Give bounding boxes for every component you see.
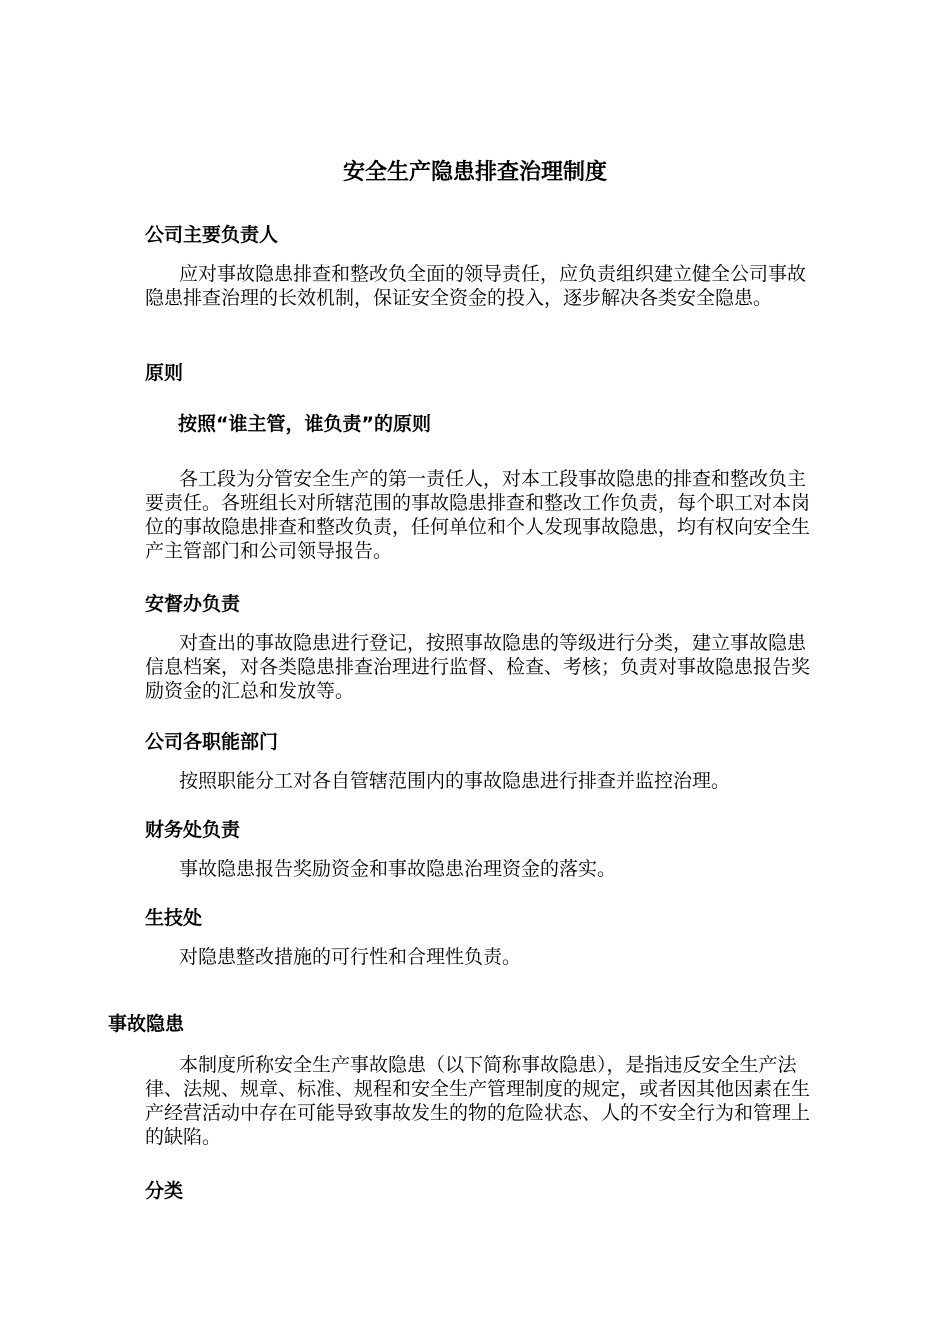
section-heading-classification: 分类 [145,1180,184,1202]
section-heading-hazard: 事故隐患 [108,1013,185,1035]
section-body-production-tech: 对隐患整改措施的可行性和合理性负责。 [179,946,522,968]
section-heading-responsibility-rule: 按照“谁主管，谁负责”的原则 [178,413,431,435]
section-heading-finance: 财务处负责 [145,819,241,841]
section-heading-safety-office: 安督办负责 [145,593,241,615]
document-title: 安全生产隐患排查治理制度 [342,160,607,185]
section-body-departments: 按照职能分工对各自管辖范围内的事故隐患进行排查并监控治理。 [179,770,731,792]
section-body-responsibility-rule: 各工段为分管安全生产的第一责任人，对本工段事故隐患的排查和整改负主要责任。各班组长对所辖范围的事故隐患排查和整改工作负责，每个职工对本岗位的事故隐患排查和整改负责，任何单位和个人发现事故隐患，均有权向安全生产主管部门和公司领导报告。 [145,468,811,562]
section-heading-principle: 原则 [145,362,184,384]
section-heading-production-tech: 生技处 [145,907,203,929]
section-body-hazard: 本制度所称安全生产事故隐患（以下简称事故隐患），是指违反安全生产法律、法规、规章、标准、规程和安全生产管理制度的规定，或者因其他因素在生产经营活动中存在可能导致事故发生的物的危险状态、人的不安全行为和管理上的缺陷。 [145,1054,811,1148]
section-body-safety-office: 对查出的事故隐患进行登记，按照事故隐患的等级进行分类，建立事故隐患信息档案，对各类隐患排查治理进行监督、检查、考核；负责对事故隐患报告奖励资金的汇总和发放等。 [145,632,811,702]
section-body-company-leader: 应对事故隐患排查和整改负全面的领导责任，应负责组织建立健全公司事故隐患排查治理的长效机制，保证安全资金的投入，逐步解决各类安全隐患。 [145,263,807,309]
section-body-finance: 事故隐患报告奖励资金和事故隐患治理资金的落实。 [179,858,617,880]
section-heading-departments: 公司各职能部门 [145,731,279,753]
section-heading-company-leader: 公司主要负责人 [145,224,279,246]
